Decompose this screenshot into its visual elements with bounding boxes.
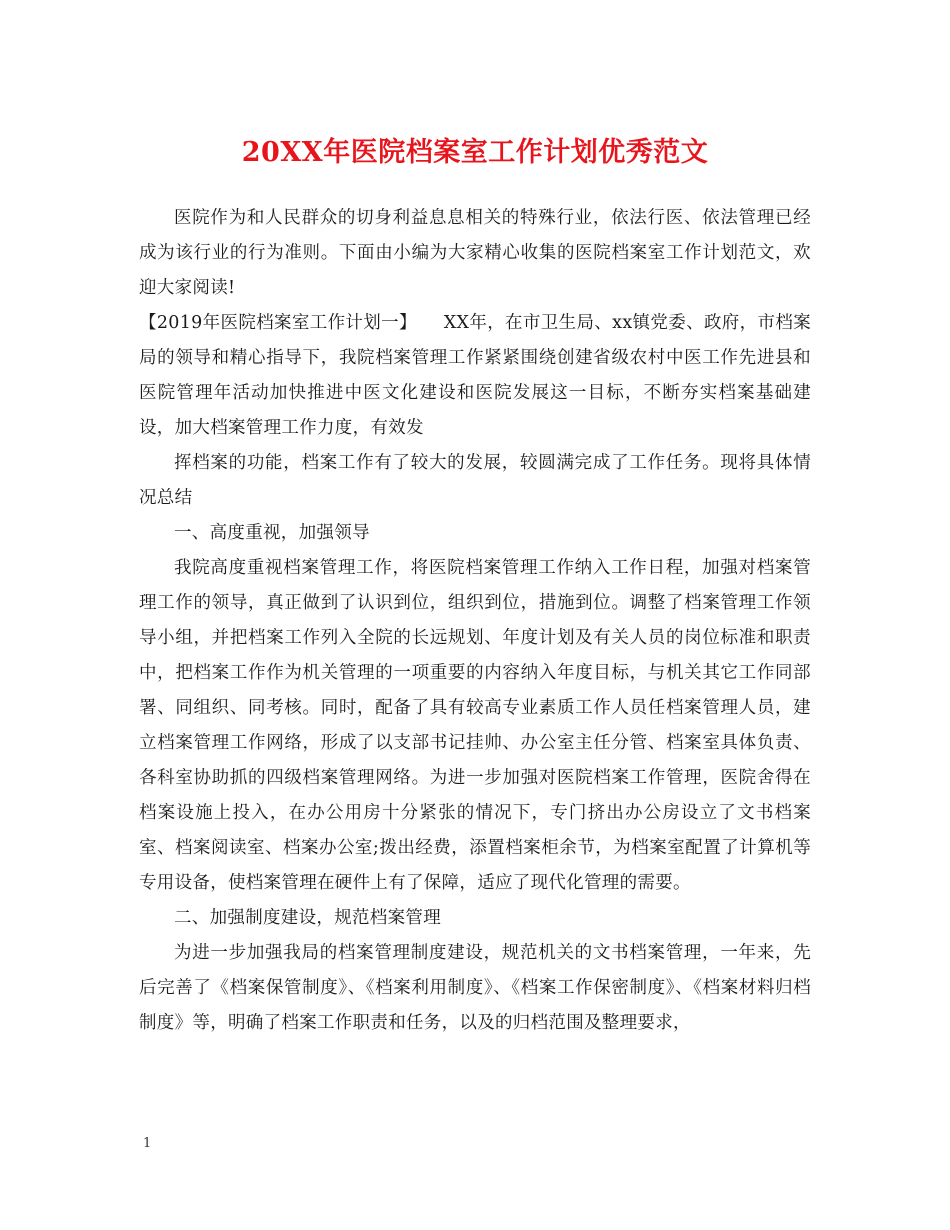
paragraph-section-1: 我院高度重视档案管理工作，将医院档案管理工作纳入工作日程，加强对档案管理工作的领导，真正做到了认识到位，组织到位，措施到位。调整了档案管理工作领导小组，并把档案工作列入全院的长远规划、年度计划及有关人员的岗位标准和职责中，把档案工作作为机关管理的一项重要的内容纳入年度目标，与机关其它工作同部署、同组织、同考核。同时，配备了具有较高专业素质工作人员任档案管理人员，建立档案管理工作网络，形成了以支部书记挂帅、办公室主任分管、档案室具体负责、各科室协助抓的四级档案管理网络。为进一步加强对医院档案工作管理，医院舍得在档案设施上投入，在办公用房十分紧张的情况下，专门挤出办公房设立了文书档案室、档案阅读室、档案办公室;拨出经费，添置档案柜余节，为档案室配置了计算机等专用设备，使档案管理在硬件上有了保障，适应了现代化管理的需要。 — [139, 558, 811, 893]
page-number: 1 — [143, 1136, 152, 1151]
paragraph-plan-one: 【2019年医院档案室工作计划一】 XX年，在市卫生局、xx镇党委、政府，市档案局的领导和精心指导下，我院档案管理工作紧紧围绕创建省级农村中医工作先进县和医院管理年活动加快推进中医文化建设和医院发展这一目标，不断夯实档案基础建设，加大档案管理工作力度，有效发 — [139, 313, 811, 438]
document-body — [139, 201, 811, 1041]
paragraph-summary: 挥档案的功能，档案工作有了较大的发展，较圆满完成了工作任务。现将具体情况总结 — [139, 453, 811, 508]
paragraph-section-2: 为进一步加强我局的档案管理制度建设，规范机关的文书档案管理，一年来，先后完善了《档案保管制度》、《档案利用制度》、《档案工作保密制度》、《档案材料归档制度》等，明确了档案工作职责和任务，以及的归档范围及整理要求， — [139, 943, 811, 1033]
section-heading-2: 二、加强制度建设，规范档案管理 — [174, 908, 441, 928]
section-heading-1: 一、高度重视，加强领导 — [174, 523, 370, 543]
paragraph-intro: 医院作为和人民群众的切身利益息息相关的特殊行业，依法行医、依法管理已经成为该行业的行为准则。下面由小编为大家精心收集的医院档案室工作计划范文，欢迎大家阅读! — [139, 208, 811, 298]
document-title: 20XX年医院档案室工作计划优秀范文 — [241, 137, 709, 168]
